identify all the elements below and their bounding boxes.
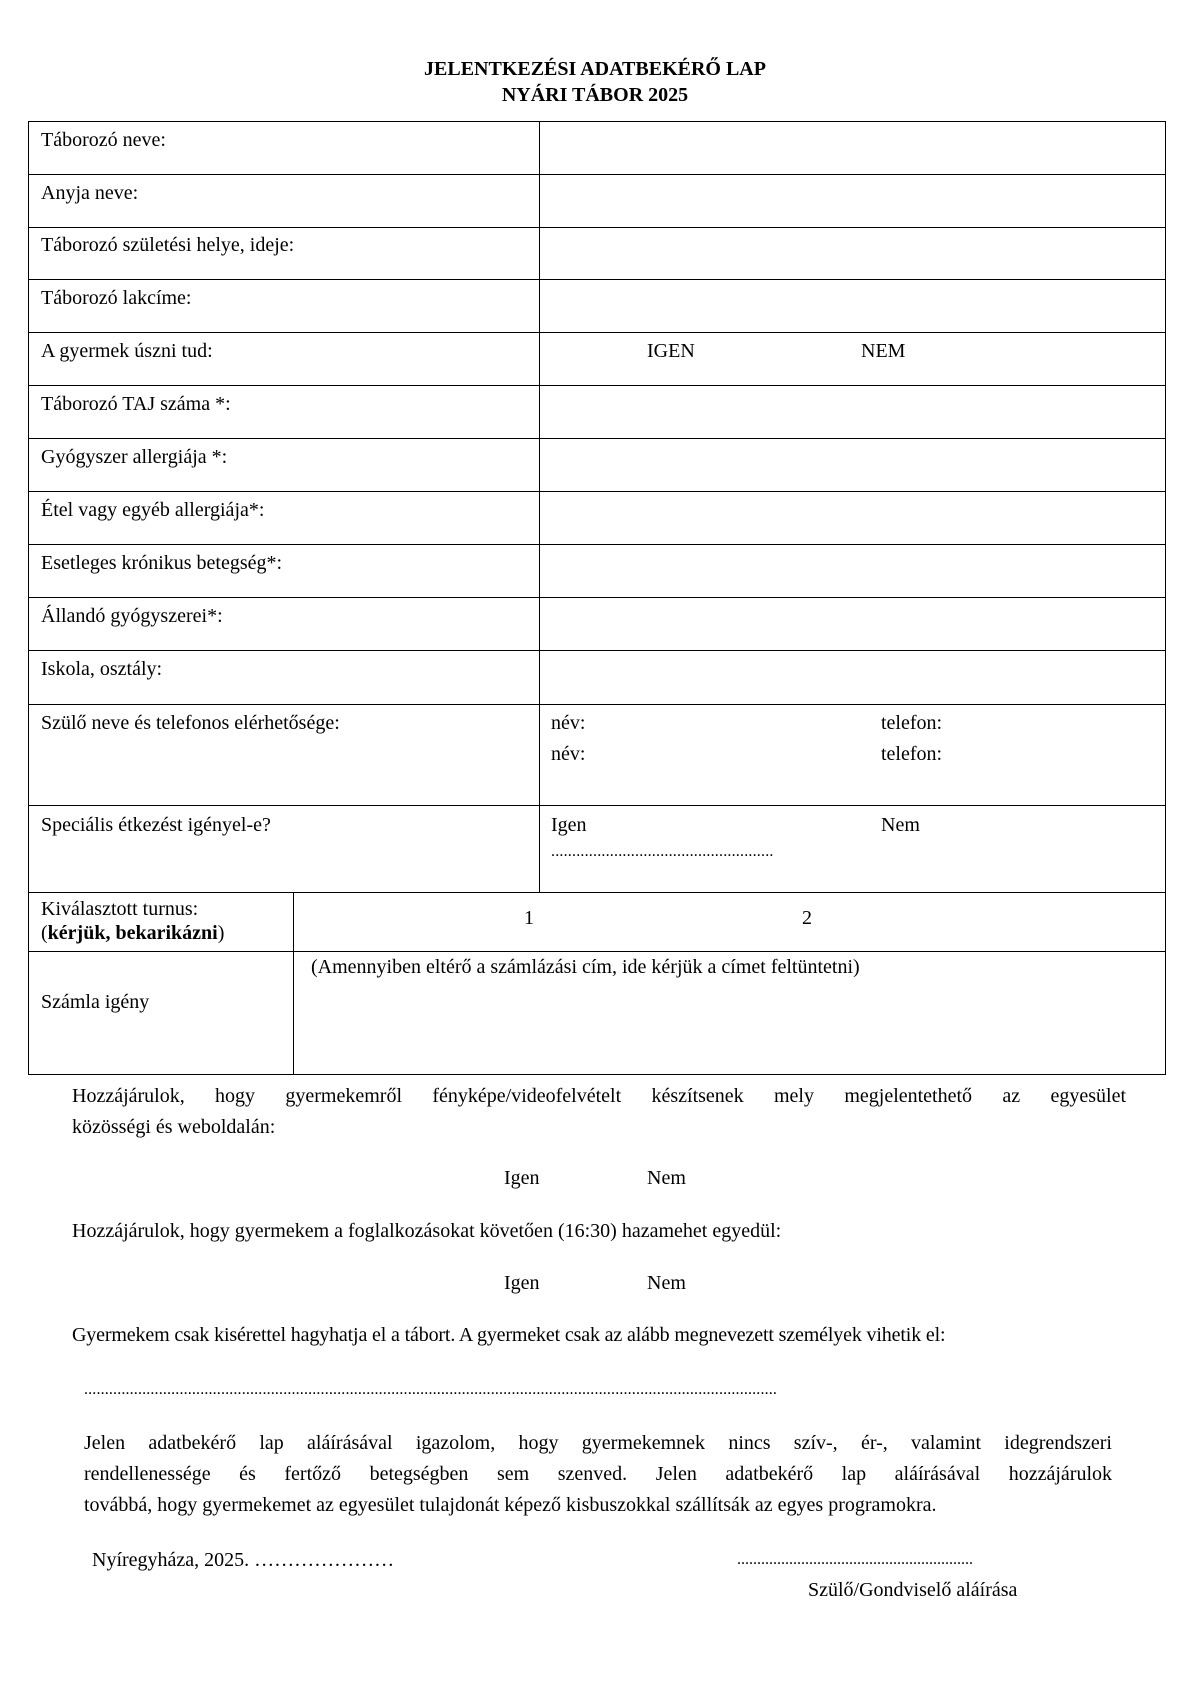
declaration-text bbox=[84, 1428, 1112, 1521]
chronic-illness-label: Esetleges krónikus betegség*: bbox=[41, 552, 283, 574]
food-allergy-label: Étel vagy egyéb allergiája*: bbox=[41, 499, 265, 521]
photo-consent-yes[interactable]: Igen bbox=[504, 1167, 540, 1189]
school-class-field[interactable] bbox=[540, 651, 1165, 704]
photo-consent-line-1: Hozzájárulok, hogy gyermekemről fényképe/videofelvételt készítsenek mely megjelentethető az egyesület bbox=[72, 1085, 1126, 1107]
invoice-label: Számla igény bbox=[41, 991, 150, 1013]
parent-name-1-label[interactable]: név: bbox=[551, 712, 586, 734]
go-home-alone-no[interactable]: Nem bbox=[647, 1272, 686, 1294]
session-instruction: (kérjük, bekarikázni) bbox=[41, 922, 225, 944]
can-swim-no-option[interactable]: NEM bbox=[861, 340, 906, 362]
escort-text: Gyermekem csak kisérettel hagyhatja el a tábort. A gyermeket csak az alább megnevezett személyek vihetik el: bbox=[72, 1324, 946, 1346]
registration-form-table bbox=[28, 121, 1166, 1075]
regular-medication-field[interactable] bbox=[540, 598, 1165, 650]
can-swim-label: A gyermek úszni tud: bbox=[41, 340, 213, 362]
photo-consent-text bbox=[72, 1081, 1126, 1143]
photo-consent-line-2: közösségi és weboldalán: bbox=[72, 1116, 276, 1138]
parent-phone-2-label[interactable]: telefon: bbox=[881, 743, 943, 765]
photo-consent-no[interactable]: Nem bbox=[647, 1167, 686, 1189]
birth-place-date-field[interactable] bbox=[540, 228, 1165, 279]
place-date-line[interactable]: Nyíregyháza, 2025. ………………… bbox=[92, 1549, 395, 1571]
special-diet-label: Speciális étkezést igényel-e? bbox=[41, 814, 271, 836]
escort-names-dotted-line[interactable]: ....................................................................................................................................................................... bbox=[84, 1381, 778, 1398]
special-diet-dotted-line[interactable]: ..................................................... bbox=[551, 843, 774, 860]
invoice-address-field[interactable] bbox=[294, 982, 1165, 1072]
parent-name-2-label[interactable]: név: bbox=[551, 743, 586, 765]
camper-name-label: Táborozó neve: bbox=[41, 129, 166, 151]
declaration-line-2: rendellenessége és fertőző betegségben sem szenved. Jelen adatbekérő lap aláírásával hozzájárulok bbox=[84, 1463, 1112, 1485]
birth-place-date-label: Táborozó születési helye, ideje: bbox=[41, 234, 295, 256]
taj-number-field[interactable] bbox=[540, 386, 1165, 438]
signature-label: Szülő/Gondviselő aláírása bbox=[808, 1579, 1018, 1601]
session-label: Kiválasztott turnus: bbox=[41, 898, 199, 920]
form-subtitle: NYÁRI TÁBOR 2025 bbox=[501, 84, 689, 106]
special-diet-yes-option[interactable]: Igen bbox=[551, 814, 587, 836]
go-home-alone-text: Hozzájárulok, hogy gyermekem a foglalkozásokat követően (16:30) hazamehet egyedül: bbox=[72, 1220, 782, 1242]
drug-allergy-label: Gyógyszer allergiája *: bbox=[41, 446, 228, 468]
can-swim-yes-option[interactable]: IGEN bbox=[647, 340, 695, 362]
taj-number-label: Táborozó TAJ száma *: bbox=[41, 393, 231, 415]
parent-contact-label: Szülő neve és telefonos elérhetősége: bbox=[41, 712, 340, 734]
invoice-note: (Amennyiben eltérő a számlázási cím, ide kérjük a címet feltüntetni) bbox=[311, 956, 860, 978]
mother-name-label: Anyja neve: bbox=[41, 182, 139, 204]
declaration-line-1: Jelen adatbekérő lap aláírásával igazolom, hogy gyermekemnek nincs szív-, ér-, valamint idegrendszeri bbox=[84, 1432, 1112, 1454]
food-allergy-field[interactable] bbox=[540, 492, 1165, 544]
address-field[interactable] bbox=[540, 280, 1165, 332]
school-class-label: Iskola, osztály: bbox=[41, 658, 163, 680]
address-label: Táborozó lakcíme: bbox=[41, 287, 192, 309]
go-home-alone-yes[interactable]: Igen bbox=[504, 1272, 540, 1294]
declaration-line-3: továbbá, hogy gyermekemet az egyesület tulajdonát képező kisbuszokkal szállítsák az egyes programokra. bbox=[84, 1494, 937, 1516]
chronic-illness-field[interactable] bbox=[540, 545, 1165, 597]
parent-phone-1-label[interactable]: telefon: bbox=[881, 712, 943, 734]
signature-dotted-line[interactable]: ........................................................... bbox=[737, 1551, 973, 1568]
special-diet-no-option[interactable]: Nem bbox=[881, 814, 920, 836]
session-option-2[interactable]: 2 bbox=[802, 907, 812, 929]
drug-allergy-field[interactable] bbox=[540, 439, 1165, 491]
mother-name-field[interactable] bbox=[540, 175, 1165, 227]
form-title: JELENTKEZÉSI ADATBEKÉRŐ LAP bbox=[424, 58, 766, 80]
camper-name-field[interactable] bbox=[540, 123, 1165, 174]
regular-medication-label: Állandó gyógyszerei*: bbox=[41, 605, 223, 627]
session-option-1[interactable]: 1 bbox=[524, 907, 534, 929]
